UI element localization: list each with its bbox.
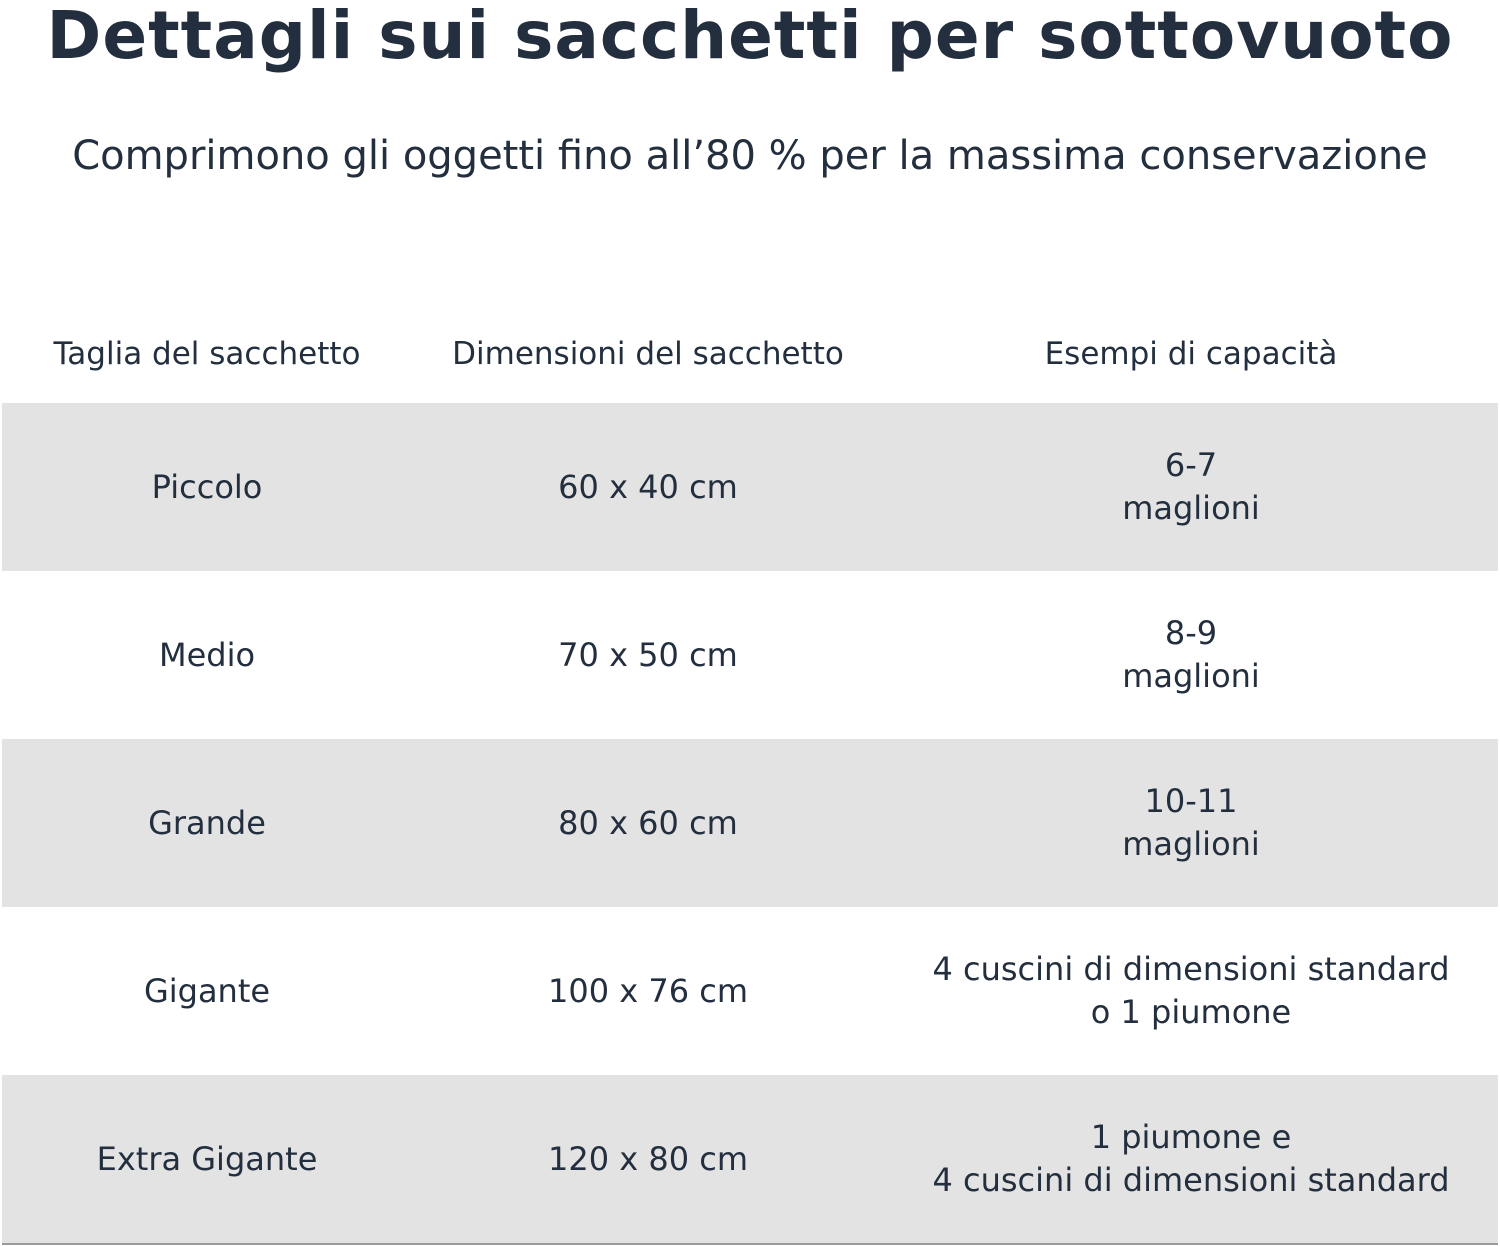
capacity-line: maglioni: [1122, 657, 1260, 695]
dimensions-cell: 70 x 50 cm: [558, 635, 738, 674]
capacity-line: 6-7: [1164, 446, 1218, 484]
capacity-line: 8-9: [1164, 614, 1218, 652]
capacity-line: 4 cuscini di dimensioni standard: [932, 1161, 1450, 1199]
dimensions-cell: 80 x 60 cm: [558, 803, 738, 842]
header-dimensions: Dimensioni del sacchetto: [452, 335, 844, 372]
table-row: [2, 1075, 1498, 1243]
capacity-cell: [882, 739, 1500, 907]
table-header-row: [0, 328, 1500, 380]
page-subtitle: Comprimono gli oggetti fino all’80 % per la massima conservazione: [72, 133, 1428, 179]
table-row: [2, 739, 1498, 907]
capacity-line: o 1 piumone: [1090, 993, 1292, 1031]
size-cell: Medio: [158, 635, 256, 674]
table-row: [2, 571, 1498, 739]
capacity-cell: [882, 907, 1500, 1075]
header-size: Taglia del sacchetto: [53, 335, 361, 372]
capacity-cell: [882, 1075, 1500, 1243]
size-cell: Gigante: [143, 971, 271, 1010]
capacity-line: 10-11: [1144, 782, 1238, 820]
table-row: [2, 907, 1498, 1075]
dimensions-cell: 100 x 76 cm: [547, 971, 748, 1010]
capacity-line: 4 cuscini di dimensioni standard: [932, 950, 1450, 988]
header-capacity: Esempi di capacità: [1044, 335, 1338, 372]
capacity-cell: [882, 571, 1500, 739]
size-cell: Extra Gigante: [96, 1139, 318, 1178]
capacity-line: 1 piumone e: [1090, 1118, 1292, 1156]
capacity-cell: [882, 403, 1500, 571]
page-title: Dettagli sui sacchetti per sottovuoto: [46, 0, 1454, 74]
size-cell: Grande: [148, 803, 266, 842]
table-bottom-divider: [2, 1243, 1498, 1245]
capacity-line: maglioni: [1122, 825, 1260, 863]
capacity-line: maglioni: [1122, 489, 1260, 527]
table-row: [2, 403, 1498, 571]
size-cell: Piccolo: [151, 467, 263, 506]
dimensions-cell: 60 x 40 cm: [558, 467, 738, 506]
dimensions-cell: 120 x 80 cm: [547, 1139, 748, 1178]
